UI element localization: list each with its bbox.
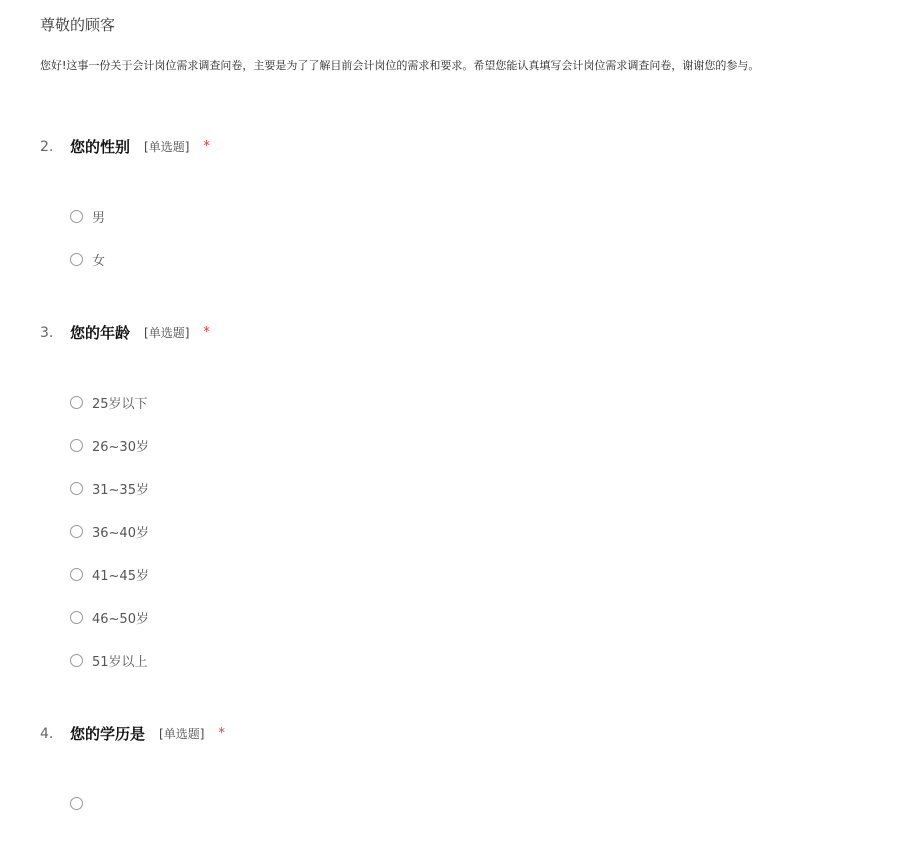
radio-button[interactable] xyxy=(70,797,83,810)
question-number: 4. xyxy=(40,726,54,742)
option-label: 女 xyxy=(92,253,106,269)
radio-option[interactable] xyxy=(0,639,900,682)
radio-button[interactable] xyxy=(70,611,83,624)
question-list xyxy=(0,136,900,866)
radio-button[interactable] xyxy=(70,253,83,266)
question-number: 3. xyxy=(40,325,54,341)
question-title: 您的年龄 xyxy=(70,324,131,342)
question xyxy=(0,322,900,682)
option-label: 36~40岁 xyxy=(92,525,149,541)
question-type: [单选题] xyxy=(144,326,190,340)
radio-option[interactable] xyxy=(0,782,900,825)
required-marker: * xyxy=(218,726,225,741)
option-label: 31~35岁 xyxy=(92,482,149,498)
option-label: 46~50岁 xyxy=(92,611,149,627)
radio-option[interactable] xyxy=(0,510,900,553)
question-title: 您的学历是 xyxy=(70,725,146,743)
radio-option[interactable] xyxy=(0,596,900,639)
survey-intro: 您好!这事一份关于会计岗位需求调查问卷，主要是为了了解目前会计岗位的需求和要求。希望您能认真填写会计岗位需求调查问卷，谢谢您的参与。 xyxy=(40,59,760,72)
radio-option[interactable] xyxy=(0,553,900,596)
radio-button[interactable] xyxy=(70,210,83,223)
radio-button[interactable] xyxy=(70,654,83,667)
radio-button[interactable] xyxy=(70,525,83,538)
option-label: 26~30岁 xyxy=(92,439,149,455)
question xyxy=(0,136,900,281)
option-label: 41~45岁 xyxy=(92,568,149,584)
question-type: [单选题] xyxy=(159,727,205,741)
radio-button[interactable] xyxy=(70,396,83,409)
option-label: 51岁以上 xyxy=(92,654,148,670)
required-marker: * xyxy=(203,325,210,340)
radio-option[interactable] xyxy=(0,424,900,467)
option-label: 男 xyxy=(92,210,106,226)
question xyxy=(0,723,900,825)
radio-option[interactable] xyxy=(0,381,900,424)
radio-option[interactable] xyxy=(0,195,900,238)
question-type: [单选题] xyxy=(144,140,190,154)
question-title: 您的性别 xyxy=(70,138,131,156)
radio-button[interactable] xyxy=(70,568,83,581)
option-label: 25岁以下 xyxy=(92,396,148,412)
radio-button[interactable] xyxy=(70,482,83,495)
radio-option[interactable] xyxy=(0,238,900,281)
question-header xyxy=(0,322,900,344)
required-marker: * xyxy=(203,139,210,154)
question-header xyxy=(0,723,900,745)
survey-title: 尊敬的顾客 xyxy=(40,16,116,34)
question-number: 2. xyxy=(40,139,54,155)
question-header xyxy=(0,136,900,158)
radio-option[interactable] xyxy=(0,467,900,510)
radio-button[interactable] xyxy=(70,439,83,452)
